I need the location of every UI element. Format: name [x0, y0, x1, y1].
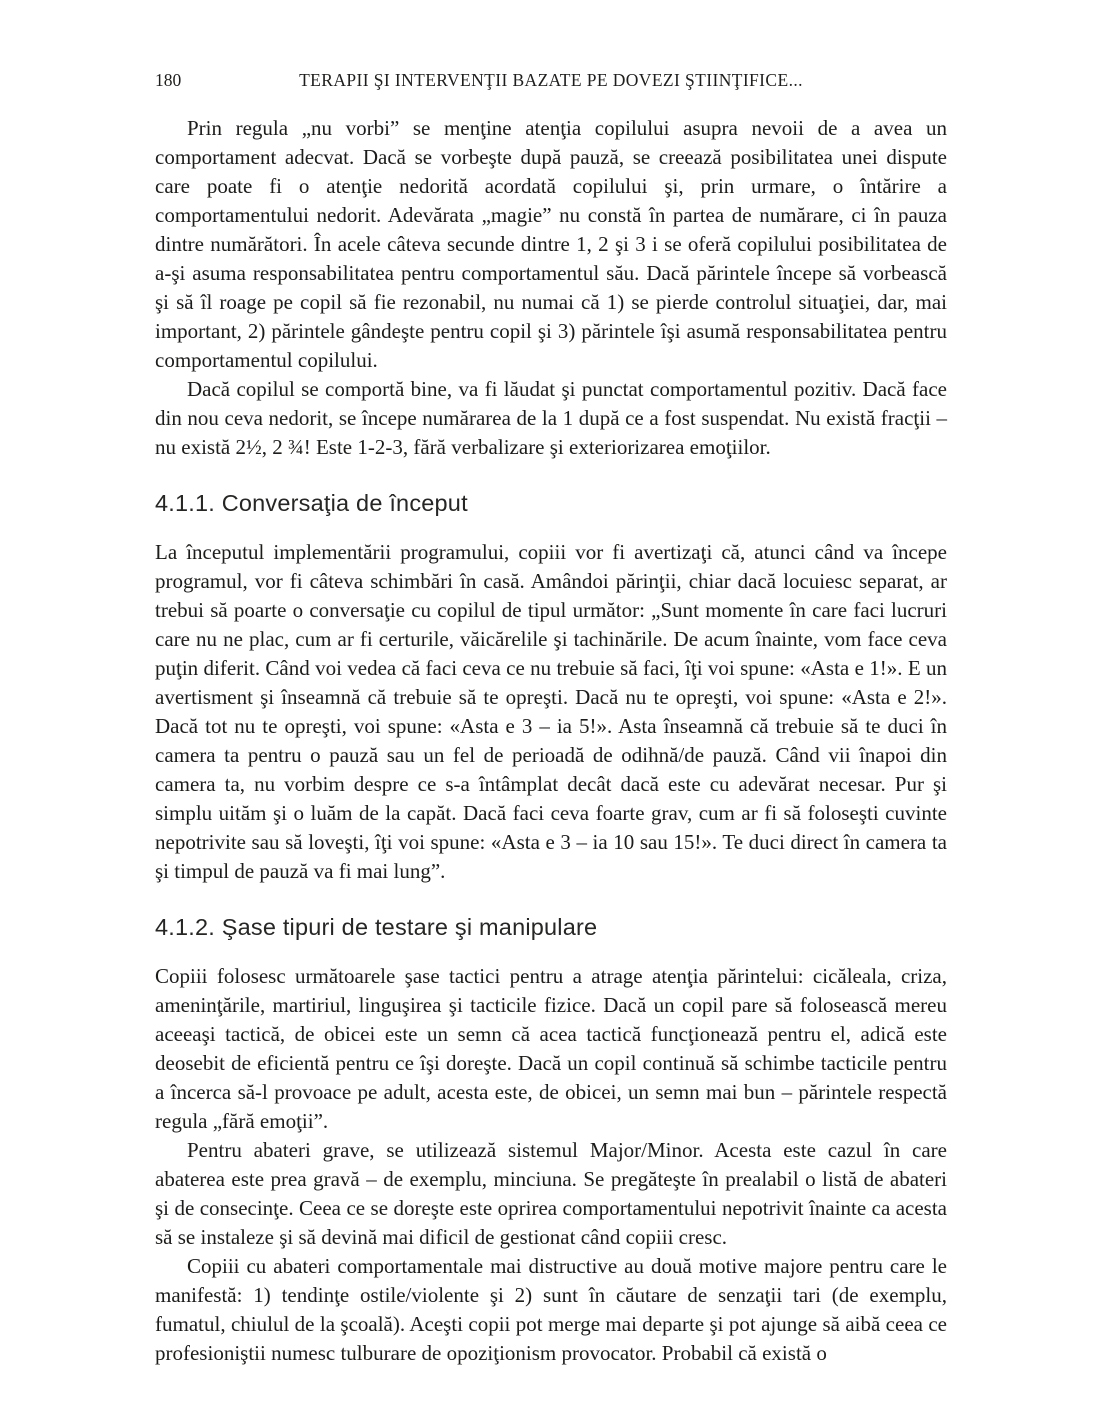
paragraph-sase-tactici: Copiii folosesc următoarele şase tactici pentru a atrage atenţia părintelui: cicăleala, criza, ameninţările, martiriul, linguşirea şi tacticile fizice. Dacă un copil pare să folosească mereu aceeaşi tactică, de obicei este un semn că acea tactică funcţionează pentru el, adică este deosebit de eficientă pentru ce îşi doreşte. Dacă un copil continuă să schimbe tacticile pentru a încerca să-l provoace pe adult, acesta este, de obicei, un semn mai bun – părintele respectă regula „fără emoţii”. [155, 964, 947, 1133]
page-body [155, 114, 947, 1368]
page-number: 180 [155, 70, 182, 90]
paragraph-comportare-buna: Dacă copilul se comportă bine, va fi lăudat şi punctat comportamentul pozitiv. Dacă face din nou ceva nedorit, se începe numărarea de la 1 după ce a fost suspendat. Nu există fracţii – nu există 2½, 2 ¾! Este 1-2-3, fără verbalizare şi exteriorizarea emoţiilor. [155, 377, 947, 459]
paragraph-abateri-distructive: Copiii cu abateri comportamentale mai distructive au două motive majore pentru care le manifestă: 1) tendinţe ostile/violente şi 2) sunt în căutare de senzaţii tari (de exemplu, fumatul, chiulul de la şcoală). Aceşti copii pot merge mai departe şi pot ajunge să aibă ceea ce profesioniştii numesc tulburare de opoziţionism provocator. Probabil că există o [155, 1254, 947, 1365]
section-heading-4-1-1: 4.1.1. Conversaţia de început [155, 490, 468, 516]
running-title: TERAPII ŞI INTERVENŢII BAZATE PE DOVEZI ŞTIINŢIFICE... [299, 70, 803, 90]
paragraph-conversatia-inceput: La începutul implementării programului, copiii vor fi avertizaţi că, atunci când va începe programul, vor fi câteva schimbări în casă. Amândoi părinţii, chiar dacă locuiesc separat, ar trebui să poarte o conversaţie cu copilul de tipul următor: „Sunt momente în care faci lucruri care nu ne plac, cum ar fi certurile, văicărelile şi tachinările. De acum înainte, vom face ceva puţin diferit. Când voi vedea că faci ceva ce nu trebuie să faci, îţi voi spune: «Asta e 1!». E un avertisment şi înseamnă că trebuie să te opreşti. Dacă nu te opreşti, voi spune: «Asta e 2!». Dacă tot nu te opreşti, voi spune: «Asta e 3 – ia 5!». Asta înseamnă că trebuie să te duci în camera ta pentru o pauză sau un fel de perioadă de odihnă/de pauză. Când vii înapoi din camera ta, nu vorbim despre ce s-a întâmplat decât dacă este cu adevărat necesar. Pur şi simplu uităm şi o luăm de la capăt. Dacă faci ceva foarte grav, cum ar fi să foloseşti cuvinte nepotrivite sau să loveşti, îţi voi spune: «Asta e 3 – ia 10 sau 15!». Te duci direct în camera ta şi timpul de pauză va fi mai lung”. [155, 540, 947, 883]
text-column [155, 70, 947, 1368]
paragraph-rule-nu-vorbi: Prin regula „nu vorbi” se menţine atenţia copilului asupra nevoii de a avea un comportament adecvat. Dacă se vorbeşte după pauză, se creează posibilitatea unei dispute care poate fi o atenţie nedorită acordată copilului şi, prin urmare, o întărire a comportamentului nedorit. Adevărata „magie” nu constă în partea de numărare, ci în pauza dintre numărători. În acele câteva secunde dintre 1, 2 şi 3 i se oferă copilului posibilitatea de a-şi asuma responsabilitatea pentru comportamentul său. Dacă părintele începe să vorbească şi să îl roage pe copil să fie rezonabil, nu numai că 1) se pierde controlul situaţiei, dar, mai important, 2) părintele gândeşte pentru copil şi 3) părintele îşi asumă responsabilitatea pentru comportamentul copilului. [155, 116, 947, 372]
paragraph-abateri-grave: Pentru abateri grave, se utilizează sistemul Major/Minor. Acesta este cazul în care abaterea este prea gravă – de exemplu, minciuna. Se pregăteşte în prealabil o listă de abateri şi de consecinţe. Ceea ce se doreşte este oprirea comportamentului nepotrivit înainte ca acesta să se instaleze şi să devină mai dificil de gestionat când copiii cresc. [155, 1138, 947, 1249]
page-header [155, 70, 947, 96]
section-heading-4-1-2: 4.1.2. Şase tipuri de testare şi manipulare [155, 914, 598, 940]
